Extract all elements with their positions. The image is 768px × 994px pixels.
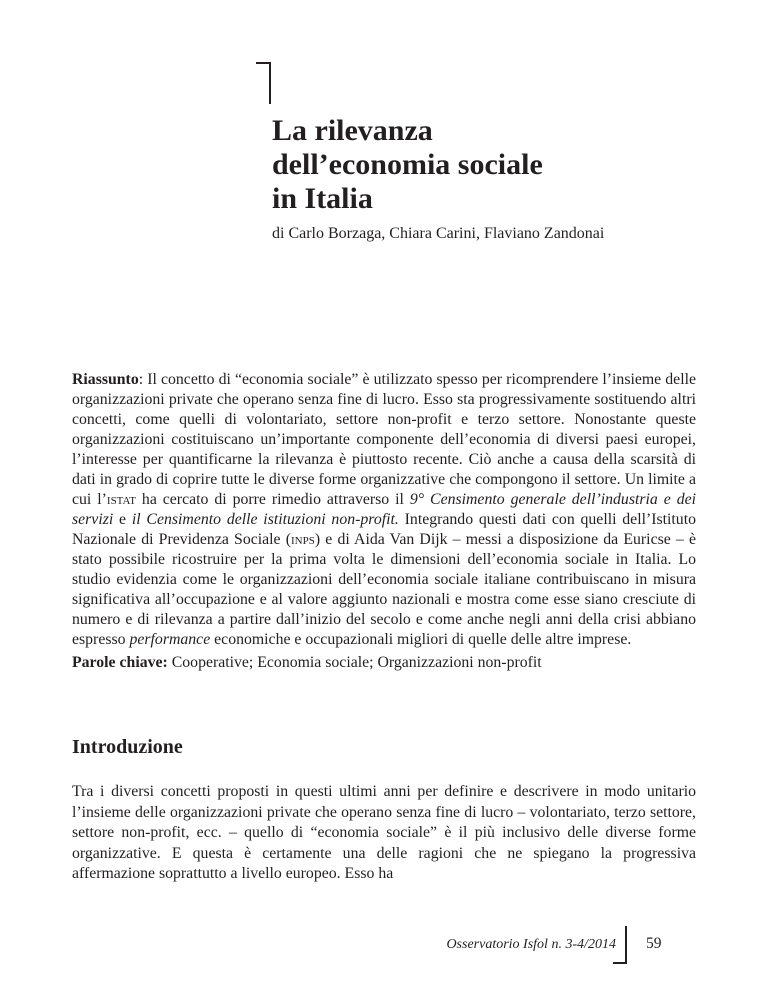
section-heading: Introduzione bbox=[72, 736, 183, 758]
article-title bbox=[272, 114, 732, 216]
authors: di Carlo Borzaga, Chiara Carini, Flaviano Zandonai bbox=[272, 225, 605, 242]
keywords-text: Cooperative; Economia sociale; Organizzazioni non-profit bbox=[167, 654, 542, 671]
abstract-term-performance: performance bbox=[129, 631, 211, 648]
abstract-census-title: 9° Censimento generale dell’industria e dei servizi bbox=[72, 491, 696, 528]
corner-mark-top bbox=[269, 62, 271, 104]
abstract-text: Integrando questi dati con quelli dell’Istituto Nazionale di Previdenza Sociale ( bbox=[72, 511, 696, 548]
page-number: 59 bbox=[646, 935, 662, 952]
abstract-text: e bbox=[113, 511, 132, 528]
footer-journal: Osservatorio Isfol n. 3-4/2014 bbox=[446, 937, 616, 952]
abstract-acronym-inps: inps bbox=[290, 531, 315, 548]
body-paragraph: Tra i diversi concetti proposti in questi ultimi anni per definire e descrivere in modo unitario l’insieme delle organizzazioni private che operano senza fine di lucro – volontariato, terzo settore, settore non-profit, ecc. – quello di “economia sociale” è il più inclusivo delle diverse forme organizzative. E questa è certamente una delle ragioni che ne spiegano la progressiva affermazione soprattutto a livello europeo. Esso ha bbox=[72, 783, 696, 882]
corner-mark-top-horizontal bbox=[256, 62, 270, 64]
abstract bbox=[72, 370, 696, 650]
title-line: in Italia bbox=[272, 182, 373, 215]
abstract-text: economiche e occupazionali migliori di quelle delle altre imprese. bbox=[210, 631, 632, 648]
abstract-text: : Il concetto di “economia sociale” è utilizzato spesso per ricomprendere l’insieme delle organizzazioni private che operano senza fine di lucro. Esso sta progressivamente sostituendo altri concetti, come quelli di volontariato, settore non-profit e terzo settore. Nonostante queste organizzazioni costituiscano un’importante componente dell’economia di diversi paesi europei, l’interesse per quantificarne la rilevanza è piuttosto recente. Ciò anche a causa della scarsità di dati in grado di coprire tutte le diverse forme organizzative che compongono il settore. Un limite a cui l’ bbox=[72, 371, 696, 508]
corner-mark-bottom-horizontal bbox=[613, 962, 627, 964]
title-line: dell’economia sociale bbox=[272, 148, 543, 181]
keywords-label: Parole chiave: bbox=[72, 654, 168, 671]
abstract-text: ha cercato di porre rimedio attraverso il bbox=[135, 491, 410, 508]
abstract-text: ) e di Aida Van Dijk – messi a disposizione da Euricse – è stato possibile ricostruire per la prima volta le dimensioni dell’economia sociale in Italia. Lo studio evidenzia come le organizzazioni dell’economia sociale italiane contribuiscano in misura significativa all’occupazione e al valore aggiunto nazionali e mostra come esse siano cresciute di numero e di rilevanza a partire dall’inizio del secolo e come anche negli anni della crisi abbiano espresso bbox=[72, 531, 697, 648]
abstract-acronym-istat: istat bbox=[106, 491, 136, 508]
keywords bbox=[72, 653, 696, 673]
abstract-census-title: il Censimento delle istituzioni non-profit. bbox=[131, 511, 399, 528]
title-line: La rilevanza bbox=[272, 114, 433, 147]
corner-mark-bottom bbox=[625, 926, 627, 964]
abstract-label: Riassunto bbox=[72, 371, 139, 388]
